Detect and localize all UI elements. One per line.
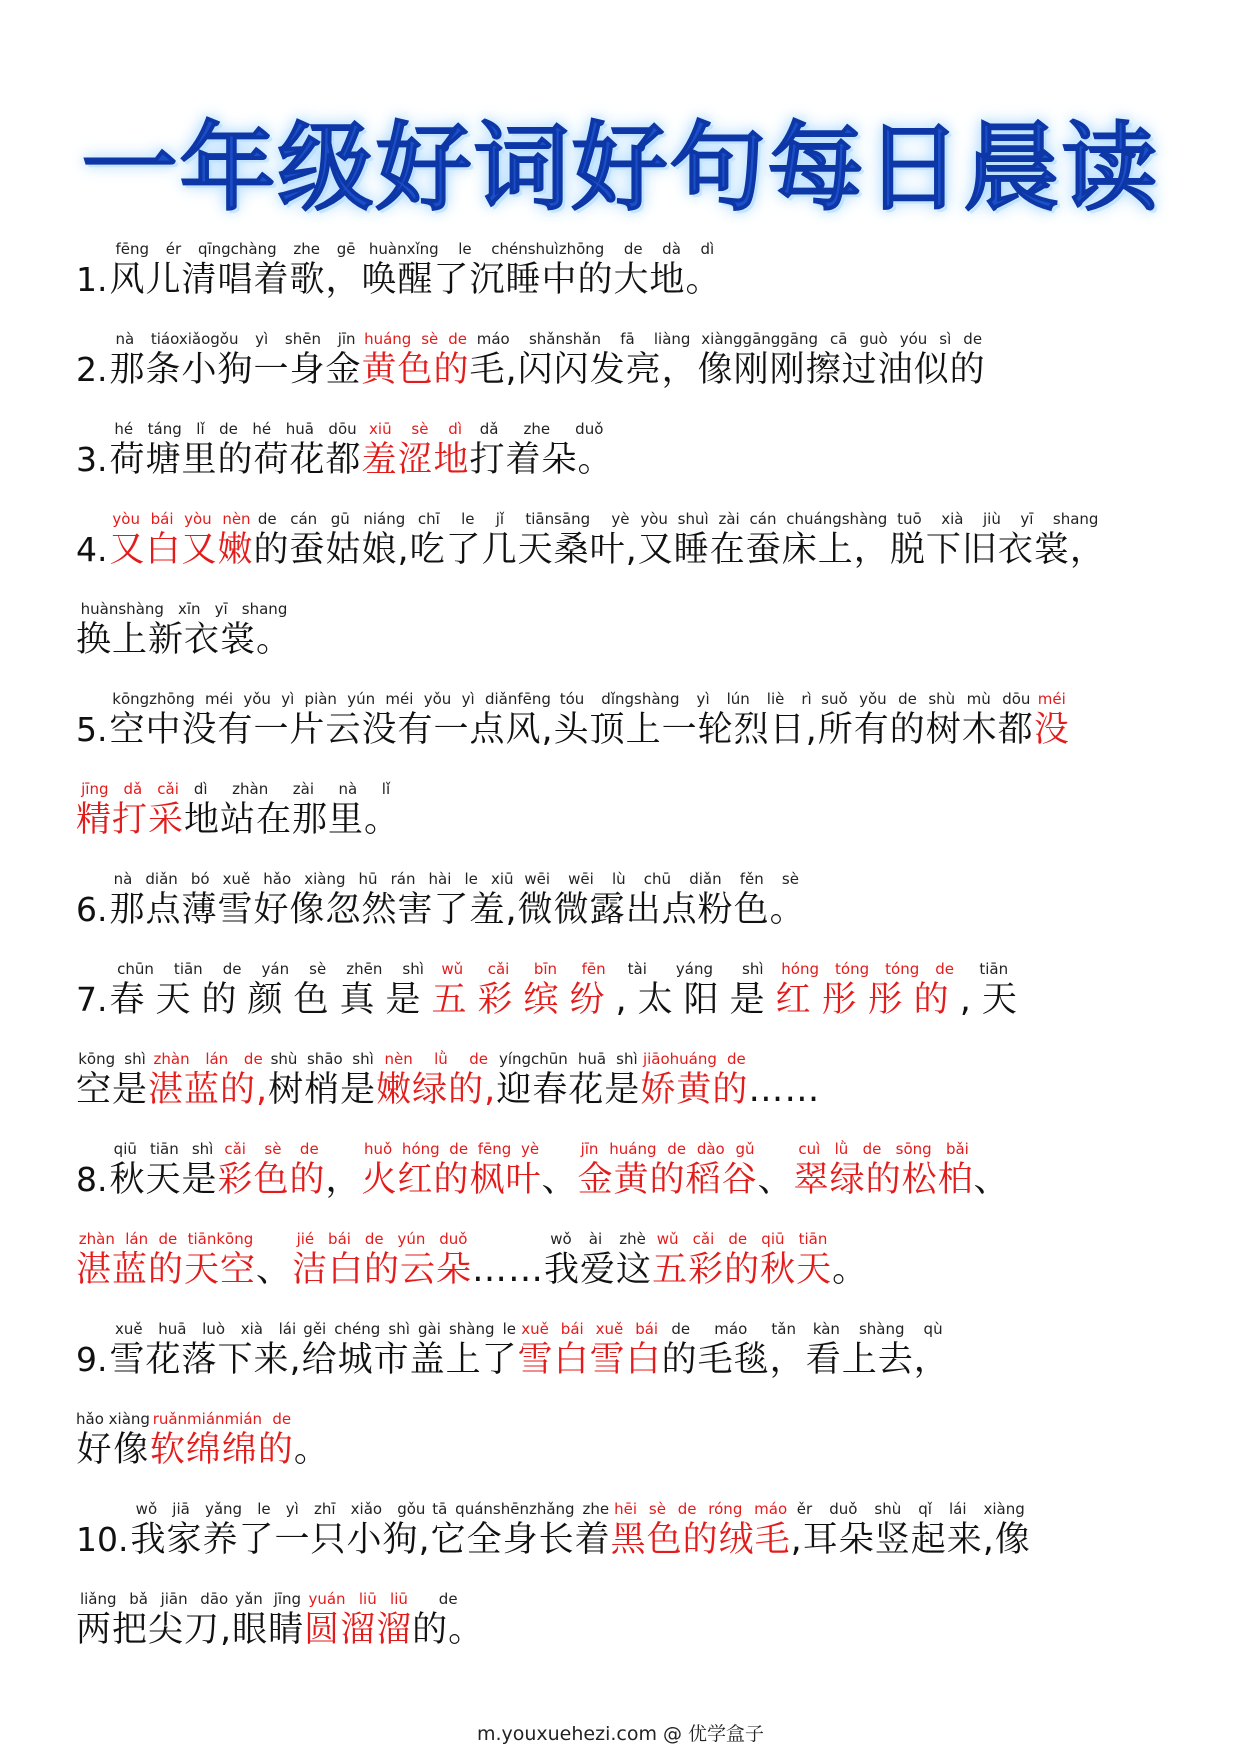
sentence-line bbox=[76, 330, 1186, 420]
sentence-line bbox=[76, 870, 1186, 960]
page-title: 一年级好词好句每日晨读 bbox=[81, 112, 1160, 224]
pinyin: nà diǎn bó xuě hǎo xiàng hū rán hài le xiū bbox=[109, 870, 518, 888]
pinyin bbox=[256, 1230, 292, 1250]
pinyin bbox=[542, 1140, 578, 1160]
highlighted-phrase: 娇黄的jiāohuáng de bbox=[640, 1050, 749, 1110]
pinyin: tóu dǐngshàng yì lún liè rì bbox=[553, 690, 818, 708]
phrase: 秋天是qiū tiān shì bbox=[109, 1140, 218, 1200]
pinyin: xiū sè dì bbox=[361, 420, 470, 438]
pinyin: jīng dǎ cǎi bbox=[76, 780, 185, 798]
highlighted-phrase: 圆溜溜yuán liū liū bbox=[304, 1590, 413, 1650]
pinyin bbox=[974, 1140, 1010, 1160]
highlighted-phrase: 黑色的绒毛hēi sè de róng máo bbox=[610, 1500, 791, 1560]
phrase: 它全身长着tā quánshēnzhǎng zhe bbox=[430, 1500, 611, 1560]
highlighted-phrase: 洁白的云朵jié bái de yún duǒ bbox=[292, 1230, 473, 1290]
phrase: 眼睛yǎn jīng bbox=[232, 1590, 305, 1650]
pinyin: xuě bái xuě bái bbox=[517, 1320, 662, 1338]
phrase: 脱下旧衣裳，tuō xià jiù yī shang bbox=[889, 510, 1106, 570]
sentence-line bbox=[76, 1050, 1186, 1140]
pinyin: cǎi sè de bbox=[217, 1140, 326, 1158]
pinyin: huǒ hóng de fēng yè bbox=[361, 1140, 542, 1158]
phrase: 我爱这wǒ ài zhè bbox=[544, 1230, 653, 1290]
sentence-line bbox=[76, 600, 1186, 690]
phrase: 的毛毯，de máo tǎn bbox=[661, 1320, 806, 1380]
pinyin: huànshàng xīn yī shang bbox=[76, 600, 292, 618]
pinyin: cuì lǜ de sōng bǎi bbox=[793, 1140, 974, 1158]
highlighted-phrase: 翠绿的松柏cuì lǜ de sōng bǎi bbox=[793, 1140, 974, 1200]
phrase: 。 bbox=[832, 1266, 868, 1285]
phrase: …… bbox=[472, 1266, 544, 1285]
highlighted-phrase: 火红的枫叶huǒ hóng de fēng yè bbox=[361, 1140, 542, 1200]
sentence-number: 6. bbox=[76, 890, 108, 929]
phrase: 毛,闪闪发亮，máo shǎnshǎn fā liàng bbox=[469, 330, 698, 390]
phrase: 荷塘里的荷花都hé táng lǐ de hé huā dōu bbox=[109, 420, 362, 480]
pinyin: tā quánshēnzhǎng zhe bbox=[430, 1500, 611, 1518]
pinyin bbox=[748, 1050, 820, 1070]
pinyin: kōng shì bbox=[76, 1050, 148, 1068]
highlighted-phrase: 湛蓝的,zhàn lán de bbox=[148, 1050, 269, 1110]
phrase: 那点薄雪好像忽然害了羞,nà diǎn bó xuě hǎo xiàng hū rán hài le xiū bbox=[109, 870, 518, 930]
sentence-line bbox=[76, 240, 1186, 330]
pinyin bbox=[832, 1230, 868, 1250]
sentence-number: 2. bbox=[76, 350, 108, 389]
phrase: 、 bbox=[256, 1266, 292, 1285]
pinyin: hóng tóng tóng de bbox=[775, 960, 960, 978]
phrase: 、 bbox=[974, 1176, 1010, 1195]
highlighted-phrase: 没méi bbox=[1033, 690, 1070, 750]
phrase: 空是kōng shì bbox=[76, 1050, 149, 1110]
footer-watermark: m.youxuehezi.com @ 优学盒子 bbox=[476, 1723, 765, 1745]
phrase: 看上去，kàn shàng qù bbox=[805, 1320, 950, 1380]
pinyin: hēi sè de róng máo bbox=[610, 1500, 791, 1518]
pinyin: de cán gū niáng bbox=[253, 510, 410, 528]
pinyin: liǎng bǎ jiān dāo bbox=[76, 1590, 233, 1608]
pinyin: hǎo xiàng bbox=[76, 1410, 150, 1428]
phrase: 给城市盖上了gěi chéng shì gài shàng le bbox=[301, 1320, 518, 1380]
sentence-number: 4. bbox=[76, 530, 108, 569]
sentence-list bbox=[76, 240, 1186, 1680]
phrase: 两把尖刀,liǎng bǎ jiān dāo bbox=[76, 1590, 233, 1650]
phrase: …… bbox=[748, 1086, 820, 1105]
phrase: 地站在那里。dì zhàn zài nà lǐ bbox=[184, 780, 401, 840]
phrase: 唤醒了沉睡中的大地。huànxǐng le chénshuìzhōng de dà dì bbox=[361, 240, 722, 300]
phrase: 雪花落下来,xuě huā luò xià lái bbox=[109, 1320, 302, 1380]
sentence-line bbox=[76, 1500, 1186, 1590]
highlighted-phrase: 软绵绵的ruǎnmiánmián de bbox=[149, 1410, 294, 1470]
phrase: ,耳朵竖起来,像ěr duǒ shù qǐ lái xiàng bbox=[790, 1500, 1031, 1560]
pinyin: xiànggānggāng cā guò yóu sì de bbox=[697, 330, 986, 348]
pinyin: ěr duǒ shù qǐ lái xiàng bbox=[790, 1500, 1031, 1518]
sentence-number: 7. bbox=[76, 980, 108, 1019]
pinyin: yuán liū liū bbox=[304, 1590, 413, 1608]
highlighted-phrase: 黄色的huáng sè de bbox=[361, 330, 470, 390]
highlighted-phrase: 雪白雪白xuě bái xuě bái bbox=[517, 1320, 662, 1380]
phrase: 树梢是shù shāo shì bbox=[268, 1050, 377, 1110]
pinyin: hé táng lǐ de hé huā dōu bbox=[109, 420, 362, 438]
phrase: 好像hǎo xiàng bbox=[76, 1410, 150, 1470]
sentence-line bbox=[76, 780, 1186, 870]
pinyin bbox=[326, 1140, 362, 1160]
pinyin: wǔ cǎi bīn fēn bbox=[431, 960, 616, 978]
phrase: 的蚕姑娘,de cán gū niáng bbox=[253, 510, 410, 570]
sentence-line bbox=[76, 960, 1186, 1050]
pinyin: zhàn lán de tiānkōng bbox=[76, 1230, 257, 1248]
phrase: ， bbox=[326, 1176, 362, 1195]
sentence-line bbox=[76, 1320, 1186, 1410]
pinyin: ruǎnmiánmián de bbox=[149, 1410, 294, 1428]
phrase: 换上新衣裳。huànshàng xīn yī shang bbox=[76, 600, 293, 660]
sentence-number: 10. bbox=[76, 1520, 129, 1559]
pinyin: dì zhàn zài nà lǐ bbox=[184, 780, 401, 798]
highlighted-phrase: 五彩的秋天wǔ cǎi de qiū tiān bbox=[652, 1230, 833, 1290]
highlighted-phrase: 彩色的cǎi sè de bbox=[217, 1140, 326, 1200]
highlighted-phrase: 精打采jīng dǎ cǎi bbox=[76, 780, 185, 840]
pinyin: máo shǎnshǎn fā liàng bbox=[469, 330, 698, 348]
pinyin: zhàn lán de bbox=[148, 1050, 269, 1068]
pinyin: kàn shàng qù bbox=[805, 1320, 950, 1338]
highlighted-phrase: 嫩绿的,nèn lǜ de bbox=[376, 1050, 497, 1110]
pinyin: jiāohuáng de bbox=[640, 1050, 749, 1068]
pinyin: tuō xià jiù yī shang bbox=[889, 510, 1106, 528]
pinyin: shù shāo shì bbox=[268, 1050, 377, 1068]
pinyin: de bbox=[412, 1590, 485, 1608]
pinyin: wēi wēi lù chū diǎn fěn sè bbox=[517, 870, 806, 888]
phrase: 打着朵。dǎ zhe duǒ bbox=[469, 420, 614, 480]
phrase: ,太阳是tài yáng shì bbox=[615, 960, 776, 1020]
pinyin: yǎn jīng bbox=[232, 1590, 305, 1608]
pinyin: chūn tiān de yán sè zhēn shì bbox=[109, 960, 432, 978]
highlighted-phrase: 红彤彤的hóng tóng tóng de bbox=[775, 960, 960, 1020]
pinyin: qiū tiān shì bbox=[109, 1140, 218, 1158]
sentence-line bbox=[76, 510, 1186, 600]
highlighted-phrase: 湛蓝的天空zhàn lán de tiānkōng bbox=[76, 1230, 257, 1290]
pinyin bbox=[294, 1410, 330, 1430]
phrase: 所有的树木都suǒ yǒu de shù mù dōu bbox=[817, 690, 1034, 750]
pinyin: tiān bbox=[959, 960, 1028, 978]
highlighted-phrase: 羞涩地xiū sè dì bbox=[361, 420, 470, 480]
phrase: 春天的颜色真是chūn tiān de yán sè zhēn shì bbox=[109, 960, 432, 1020]
pinyin: huáng sè de bbox=[361, 330, 470, 348]
phrase: 又睡在蚕床上，yòu shuì zài cán chuángshàng bbox=[637, 510, 890, 570]
pinyin: yòu shuì zài cán chuángshàng bbox=[637, 510, 890, 528]
pinyin: huànxǐng le chénshuìzhōng de dà dì bbox=[361, 240, 722, 258]
pinyin: nà tiáoxiǎogǒu yì shēn jīn bbox=[109, 330, 362, 348]
highlighted-phrase: 金黄的稻谷jīn huáng de dào gǔ bbox=[577, 1140, 758, 1200]
sentence-line bbox=[76, 1590, 1186, 1680]
pinyin: xuě huā luò xià lái bbox=[109, 1320, 302, 1338]
phrase: 。 bbox=[294, 1446, 330, 1465]
sentence-line bbox=[76, 420, 1186, 510]
sentence-number: 5. bbox=[76, 710, 108, 749]
phrase: 的。de bbox=[412, 1590, 485, 1650]
phrase: 迎春花是yíngchūn huā shì bbox=[496, 1050, 641, 1110]
pinyin: yòu bái yòu nèn bbox=[109, 510, 254, 528]
pinyin: nèn lǜ de bbox=[376, 1050, 497, 1068]
sentence-number: 8. bbox=[76, 1160, 108, 1199]
phrase: 、 bbox=[758, 1176, 794, 1195]
pinyin: suǒ yǒu de shù mù dōu bbox=[817, 690, 1034, 708]
sentence-number: 3. bbox=[76, 440, 108, 479]
phrase: 风儿清唱着歌，fēng ér qīngchàng zhe gē bbox=[109, 240, 362, 300]
phrase: 吃了几天桑叶,chī le jǐ tiānsāng yè bbox=[409, 510, 638, 570]
pinyin: fēng ér qīngchàng zhe gē bbox=[109, 240, 362, 258]
pinyin bbox=[758, 1140, 794, 1160]
pinyin: wǔ cǎi de qiū tiān bbox=[652, 1230, 833, 1248]
pinyin: jīn huáng de dào gǔ bbox=[577, 1140, 758, 1158]
highlighted-phrase: 又白又嫩yòu bái yòu nèn bbox=[109, 510, 254, 570]
phrase: 像刚刚擦过油似的xiànggānggāng cā guò yóu sì de bbox=[697, 330, 986, 390]
sentence-line bbox=[76, 1230, 1186, 1320]
sentence-number: 1. bbox=[76, 260, 108, 299]
phrase: 微微露出点粉色。wēi wēi lù chū diǎn fěn sè bbox=[517, 870, 806, 930]
phrase: 空中没有一片云没有一点风,kōngzhōng méi yǒu yì piàn yún méi yǒu yì diǎnfēng bbox=[109, 690, 554, 750]
pinyin: de máo tǎn bbox=[661, 1320, 806, 1338]
sentence-line bbox=[76, 690, 1186, 780]
pinyin: gěi chéng shì gài shàng le bbox=[301, 1320, 518, 1338]
pinyin: kōngzhōng méi yǒu yì piàn yún méi yǒu yì diǎnfēng bbox=[109, 690, 554, 708]
phrase: 我家养了一只小狗,wǒ jiā yǎng le yì zhī xiǎo gǒu bbox=[130, 1500, 431, 1560]
phrase: 头顶上一轮烈日,tóu dǐngshàng yì lún liè rì bbox=[553, 690, 818, 750]
pinyin: chī le jǐ tiānsāng yè bbox=[409, 510, 638, 528]
pinyin: yíngchūn huā shì bbox=[496, 1050, 641, 1068]
pinyin: jié bái de yún duǒ bbox=[292, 1230, 473, 1248]
sentence-line bbox=[76, 1140, 1186, 1230]
pinyin: dǎ zhe duǒ bbox=[469, 420, 614, 438]
pinyin bbox=[472, 1230, 544, 1250]
phrase: ,天tiān bbox=[959, 960, 1028, 1020]
highlighted-phrase: 五彩缤纷wǔ cǎi bīn fēn bbox=[431, 960, 616, 1020]
pinyin: tài yáng shì bbox=[615, 960, 776, 978]
phrase: 、 bbox=[542, 1176, 578, 1195]
sentence-number: 9. bbox=[76, 1340, 108, 1379]
pinyin: wǒ ài zhè bbox=[544, 1230, 653, 1248]
pinyin: méi bbox=[1033, 690, 1070, 708]
pinyin: wǒ jiā yǎng le yì zhī xiǎo gǒu bbox=[130, 1500, 431, 1518]
phrase: 那条小狗一身金nà tiáoxiǎogǒu yì shēn jīn bbox=[109, 330, 362, 390]
sentence-line bbox=[76, 1410, 1186, 1500]
